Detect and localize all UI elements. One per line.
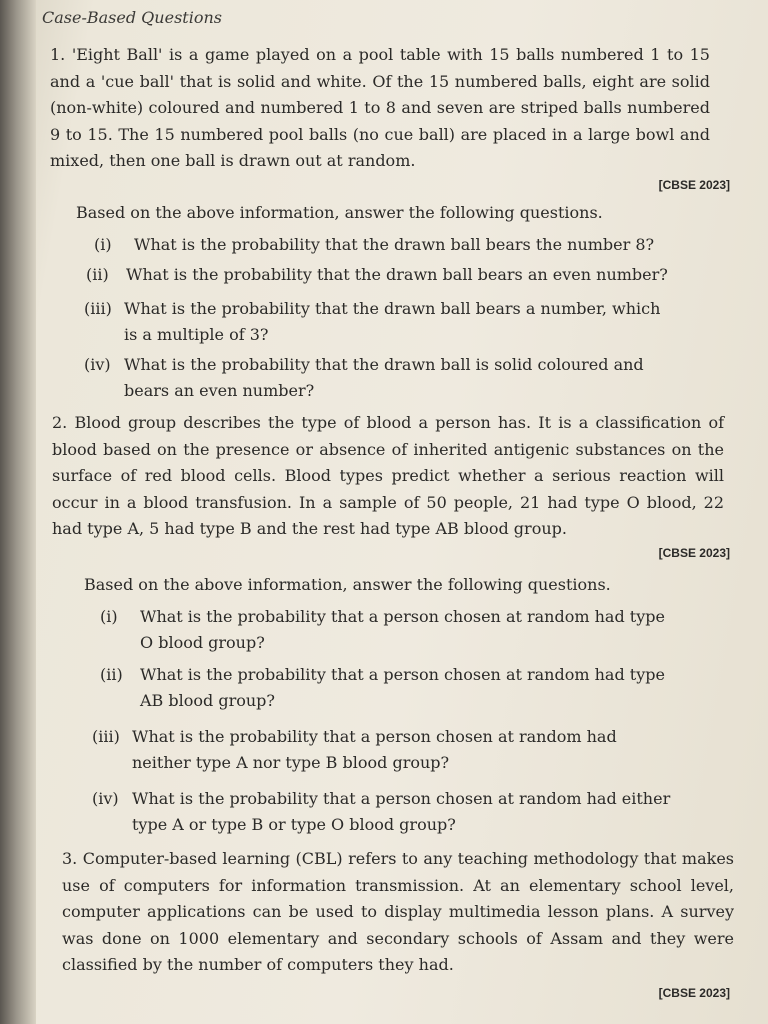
sub-text: What is the probability that the drawn ball bears an even number? — [126, 265, 668, 284]
question-2 — [52, 410, 724, 543]
sub-text-continued: bears an even number? — [124, 381, 315, 400]
q1-sub-2 — [86, 262, 736, 288]
question-2-number: 2. — [52, 413, 68, 432]
q2-sub-1 — [100, 604, 730, 656]
sub-label: (i) — [94, 235, 112, 254]
q1-sub-3 — [84, 296, 734, 348]
sub-text-continued: O blood group? — [140, 633, 265, 652]
sub-label: (ii) — [86, 265, 109, 284]
sub-text: What is the probability that a person chosen at random had type — [140, 607, 665, 626]
q2-sub-4 — [92, 786, 732, 838]
sub-text: What is the probability that the drawn ball bears the number 8? — [134, 235, 655, 254]
question-3-number: 3. — [62, 849, 78, 868]
question-1-number: 1. — [50, 45, 66, 64]
question-2-intro: Based on the above information, answer the following questions. — [84, 575, 611, 594]
q2-sub-2 — [100, 662, 730, 714]
sub-text: What is the probability that a person chosen at random had type — [140, 665, 665, 684]
sub-label: (i) — [100, 607, 118, 626]
book-spine-shadow — [0, 0, 36, 1024]
sub-label: (iii) — [92, 727, 120, 746]
sub-text-continued: type A or type B or type O blood group? — [132, 815, 456, 834]
sub-text: What is the probability that the drawn ball bears a number, which — [124, 299, 661, 318]
question-1-intro: Based on the above information, answer the following questions. — [76, 203, 603, 222]
question-2-source: [CBSE 2023] — [658, 546, 730, 560]
question-1-text: 'Eight Ball' is a game played on a pool table with 15 balls numbered 1 to 15 and a 'cue ball' that is solid and white. Of the 15 numbered balls, eight are solid (non-white) coloured and numbered 1 to 8 and seven are striped balls numbered 9 to 15. The 15 numbered pool balls (no cue ball) are placed in a large bowl and mixed, then one ball is drawn out at random. — [50, 45, 710, 170]
sub-text: What is the probability that the drawn ball is solid coloured and — [124, 355, 644, 374]
sub-label: (iv) — [84, 355, 111, 374]
q2-sub-3 — [92, 724, 732, 776]
question-2-text: Blood group describes the type of blood a person has. It is a classification of blood based on the presence or absence of inherited antigenic substances on the surface of red blood cells. Blood types predict whether a serious reaction will occur in a blood transfusion. In a sample of 50 people, 21 had type O blood, 22 had type A, 5 had type B and the rest had type AB blood group. — [52, 413, 724, 538]
sub-label: (iv) — [92, 789, 119, 808]
sub-label: (iii) — [84, 299, 112, 318]
question-3-text: Computer-based learning (CBL) refers to any teaching methodology that makes use of computers for information transmission. At an elementary school level, computer applications can be used to display multimedia lesson plans. A survey was done on 1000 elementary and secondary schools of Assam and they were classified by the number of computers they had. — [62, 849, 734, 974]
question-1 — [50, 42, 710, 175]
section-heading: Case-Based Questions — [42, 8, 222, 27]
q1-sub-4 — [84, 352, 734, 404]
sub-text-continued: is a multiple of 3? — [124, 325, 269, 344]
q1-sub-1 — [94, 232, 734, 258]
question-3 — [62, 846, 734, 979]
sub-text-continued: neither type A nor type B blood group? — [132, 753, 450, 772]
sub-label: (ii) — [100, 665, 123, 684]
sub-text: What is the probability that a person chosen at random had — [132, 727, 617, 746]
question-1-source: [CBSE 2023] — [658, 178, 730, 192]
sub-text: What is the probability that a person chosen at random had either — [132, 789, 671, 808]
question-3-source: [CBSE 2023] — [658, 986, 730, 1000]
sub-text-continued: AB blood group? — [140, 691, 275, 710]
